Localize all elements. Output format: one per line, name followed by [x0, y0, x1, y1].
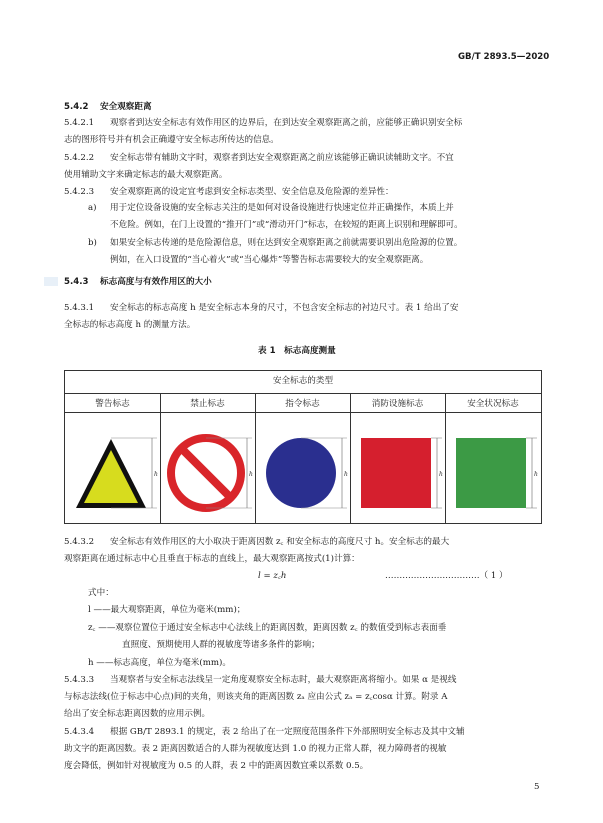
svg-text:h: h: [439, 471, 443, 478]
formula-number: ……………………………（ 1 ）: [385, 571, 508, 581]
where-label: 式中：: [88, 588, 114, 598]
page-number: 5: [534, 782, 540, 792]
paragraph-line: 例如，在入口设置的“当心着火”或“当心爆炸”等警告标志需要较大的安全观察距离。: [110, 255, 429, 265]
clause-number: 5.4.2.3: [64, 187, 95, 197]
clause-number: 5.4.3.4: [64, 727, 95, 737]
definition-line: z꜀ ——观察位置位于通过安全标志中心法线上的距离因数，距离因数 z꜀ 的数值受到标志表面垂: [88, 623, 447, 633]
standard-code: GB/T 2893.5—2020: [458, 52, 550, 62]
clause-number: 5.4.2.2: [64, 153, 95, 163]
table-caption: 表 1 标志高度测量: [258, 346, 336, 356]
column-header-prohibition: 禁止标志: [190, 399, 225, 409]
column-header-fire: 消防设施标志: [371, 399, 424, 409]
svg-text:h: h: [344, 471, 348, 478]
table-rule: [65, 393, 541, 394]
clause-number: 5.4.2.1: [64, 118, 95, 128]
svg-text:h: h: [534, 471, 538, 478]
section-number: 5.4.2: [64, 102, 89, 112]
clause-number: 5.4.3.1: [64, 303, 95, 313]
paragraph-line: 根据 GB/T 2893.1 的规定，表 2 给出了在一定照度范围条件下外部照明安全标志及其中文辅: [110, 727, 465, 737]
paragraph-line: 度会降低，例如针对视敏度为 0.5 的人群，表 2 中的距离因数宜乘以系数 0.5。: [64, 761, 369, 771]
definition-line: h ——标志高度，单位为毫米(mm)。: [88, 658, 231, 668]
paragraph-line: 安全标志的标志高度 h 是安全标志本身的尺寸，不包含安全标志的衬边尺寸。表 1 给出了安: [110, 303, 459, 313]
safe-condition-sign-icon: [445, 412, 541, 523]
sign-height-table: [64, 370, 542, 524]
svg-text:h: h: [249, 471, 253, 478]
fire-equipment-sign-icon: [350, 412, 445, 523]
column-header-warning: 警告标志: [95, 399, 130, 409]
definition-line: 直照度、预期使用人群的视敏度等诸多条件的影响；: [122, 640, 320, 650]
paragraph-line: 全标志的标志高度 h 的测量方法。: [64, 320, 196, 330]
mandatory-sign-icon: [255, 412, 350, 523]
paragraph-line: 用于定位设备设施的安全标志关注的是如何对设备设施进行快速定位并正确操作，本质上并: [110, 203, 454, 213]
clause-number: 5.4.3.2: [64, 537, 95, 547]
paragraph-line: 志的图形符号并有机会正确遵守安全标志所传达的信息。: [64, 135, 279, 145]
svg-text:h: h: [154, 471, 158, 478]
paragraph-line: 与标志法线(位于标志中心点)间的夹角，则该夹角的距离因数 zₐ 应由公式 zₐ = z꜀cosα 计算。附录 A: [64, 692, 448, 702]
list-item-label: a): [88, 203, 97, 213]
paragraph-line: 安全标志有效作用区的大小取决于距离因数 z꜀ 和安全标志的高度尺寸 h。安全标志的最大: [110, 537, 450, 547]
definition-line: l ——最大观察距离，单位为毫米(mm)；: [88, 605, 246, 615]
table-group-header: 安全标志的类型: [272, 376, 334, 386]
formula: l = z꜀h: [258, 571, 287, 581]
paragraph-line: 观察距离在通过标志中心且垂直于标志的直线上，最大观察距离按式(1)计算：: [64, 554, 360, 564]
highlight-marker: [44, 277, 58, 286]
section-number: 5.4.3: [64, 277, 89, 287]
section-title: 标志高度与有效作用区的大小: [100, 277, 212, 287]
column-header-mandatory: 指令标志: [285, 399, 320, 409]
paragraph-line: 观察者到达安全标志有效作用区的边界后，在到达安全观察距离之前，应能够正确识别安全标: [110, 118, 463, 128]
paragraph-line: 使用辅助文字来确定标志的最大观察距离。: [64, 170, 228, 180]
paragraph-line: 给出了安全标志距离因数的应用示例。: [64, 709, 211, 719]
warning-sign-icon: [65, 412, 160, 523]
column-header-safe: 安全状况标志: [467, 399, 519, 409]
prohibition-sign-icon: [160, 412, 255, 523]
paragraph-line: 不危险。例如，在门上设置的“推开门”或“滑动开门”标志，在较短的距离上识别和理解即可。: [110, 220, 463, 230]
paragraph-line: 当观察者与安全标志法线呈一定角度观察安全标志时，最大观察距离将缩小。如果 α 是视线: [110, 675, 457, 685]
paragraph-line: 安全观察距离的设定宜考虑到安全标志类型、安全信息及危险源的差异性：: [110, 187, 394, 197]
clause-number: 5.4.3.3: [64, 675, 95, 685]
paragraph-line: 如果安全标志传递的是危险源信息，则在达到安全观察距离之前就需要识别出危险源的位置。: [110, 238, 463, 248]
list-item-label: b): [88, 238, 97, 248]
paragraph-line: 安全标志带有辅助文字时，观察者到达安全观察距离之前应该能够正确识读辅助文字。不宜: [110, 153, 454, 163]
paragraph-line: 助文字的距离因数。表 2 距离因数适合的人群为视敏度达到 1.0 的视力正常人群，视力障碍者的视敏: [64, 744, 447, 754]
section-title: 安全观察距离: [100, 102, 152, 112]
